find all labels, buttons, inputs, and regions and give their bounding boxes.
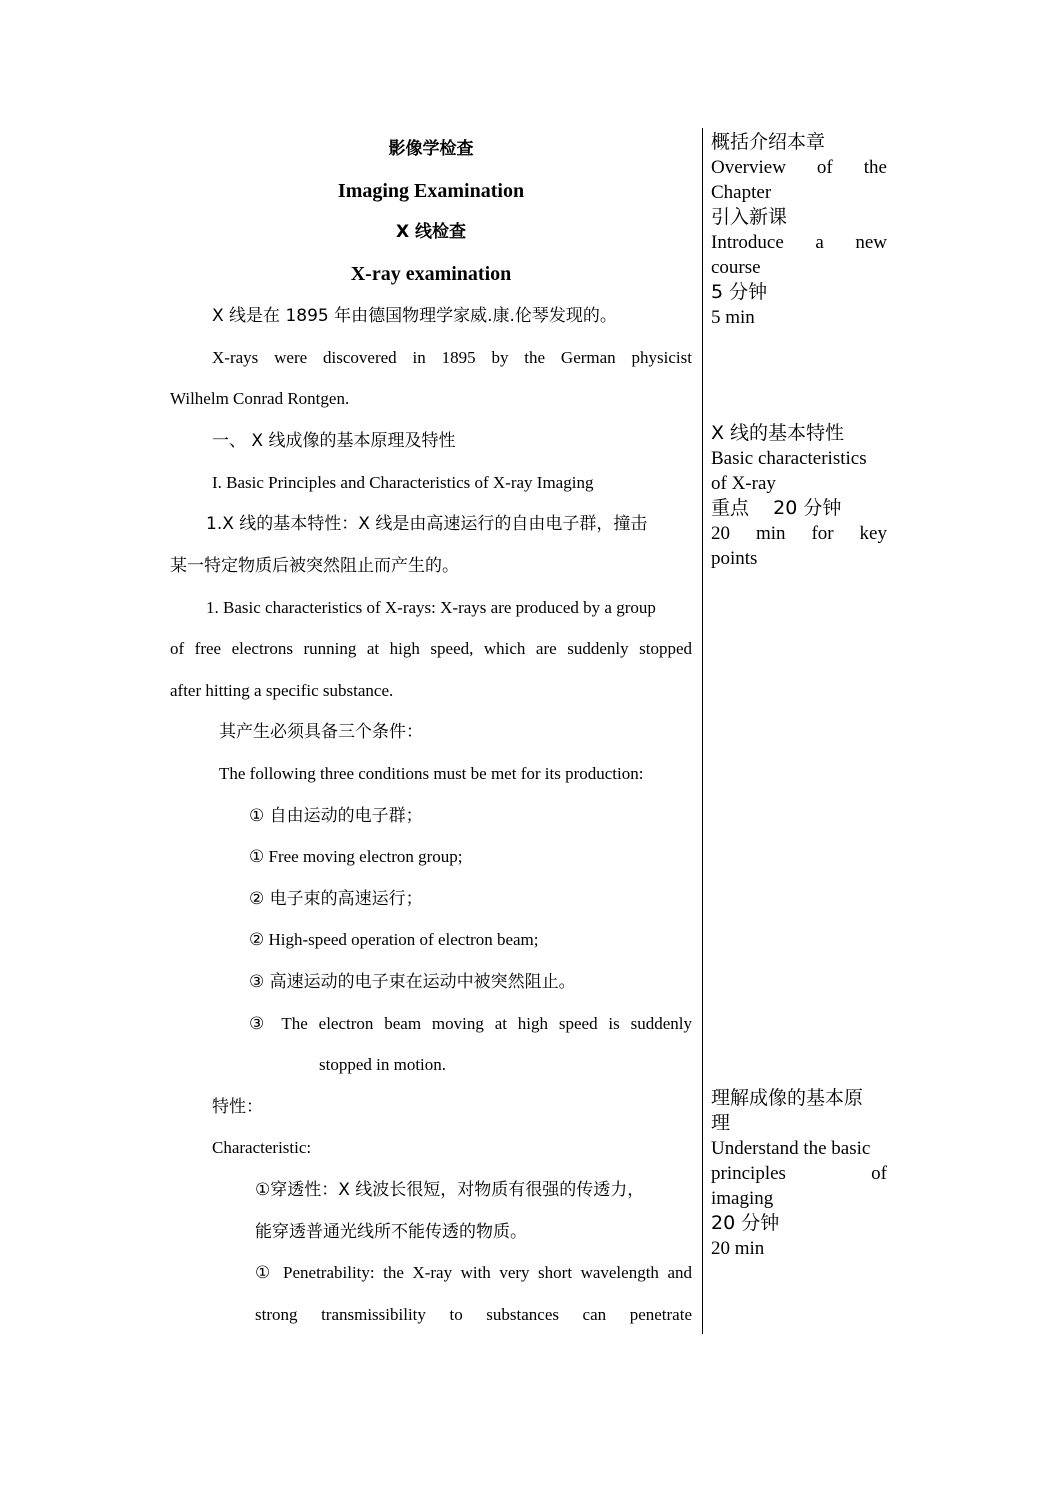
section1-heading-en: I. Basic Principles and Characteristics of X-ray Imaging [212,473,594,492]
side-note-line: 20 分钟 [711,1212,780,1234]
subtitle-zh: X 线检查 [395,222,467,242]
p1-en-line1: 1. Basic characteristics of X-rays: X-rays are produced by a group [206,598,656,617]
side-note-line: Basic characteristics [711,448,867,469]
condition1-en: ① Free moving electron group; [249,847,463,866]
side-note-line: Introduce a new [711,232,887,253]
title-en: Imaging Examination [337,180,525,202]
side-note-line: 理 [711,1112,731,1134]
side-note-line: Understand the basic [711,1138,871,1159]
side-note-line: 引入新课 [711,206,788,228]
p1-en-line2: of free electrons running at high speed, which are suddenly stopped [170,639,692,658]
penetrability-en-line1: ① Penetrability: the X-ray with very short wavelength and [255,1263,692,1282]
characteristic-en: Characteristic: [212,1138,312,1157]
p1-zh-line1: 1.X 线的基本特性：X 线是由高速运行的自由电子群，撞击 [206,514,648,534]
side-note-line: Overview of the [711,157,887,178]
characteristic-zh: 特性： [212,1097,263,1117]
condition3-zh: ③ 高速运动的电子束在运动中被突然阻止。 [249,972,576,992]
side-note-overview [711,130,887,330]
side-note-line: 5 分钟 [711,281,768,303]
column-divider [702,128,703,1334]
side-note-line: course [711,257,761,278]
title-zh: 影像学检查 [388,139,474,159]
condition2-zh: ② 电子束的高速运行； [249,889,423,909]
side-note-line: 20 min for key [711,523,887,544]
side-note-line: 20 min [711,1238,765,1259]
section1-heading-zh: 一、 X 线成像的基本原理及特性 [212,431,456,451]
condition3-en-line2: stopped in motion. [319,1055,447,1074]
penetrability-en-line2: strong transmissibility to substances can penetrate [255,1305,692,1324]
p1-en-line3: after hitting a specific substance. [170,681,394,700]
side-note-line: 概括介绍本章 [711,131,826,153]
intro-zh: X 线是在 1895 年由德国物理学家威.康.伦琴发现的。 [212,306,617,326]
condition1-zh: ① 自由运动的电子群； [249,806,423,826]
side-note-basic-characteristics [711,421,887,571]
conditions-zh: 其产生必须具备三个条件： [219,722,423,742]
condition2-en: ② High-speed operation of electron beam; [249,930,539,949]
conditions-en: The following three conditions must be met for its production: [219,764,644,783]
side-note-line: of X-ray [711,473,776,494]
penetrability-zh-line1: ①穿透性：X 线波长很短，对物质有很强的传透力， [255,1180,645,1200]
side-note-line: 5 min [711,307,755,328]
side-note-line: points [711,548,758,569]
side-note-line: 理解成像的基本原 [711,1087,864,1109]
side-note-line: 重点 20 分钟 [711,497,842,519]
subtitle-en: X-ray examination [350,263,512,285]
side-note-imaging-principles [711,1086,887,1261]
intro-en-line1: X-rays were discovered in 1895 by the German physicist [212,348,692,367]
penetrability-zh-line2: 能穿透普通光线所不能传透的物质。 [255,1222,527,1242]
side-note-line: X 线的基本特性 [711,422,845,444]
side-note-line: Chapter [711,182,772,203]
p1-zh-line2: 某一特定物质后被突然阻止而产生的。 [170,556,459,576]
intro-en-line2: Wilhelm Conrad Rontgen. [170,389,350,408]
side-note-line: principles of [711,1163,887,1184]
condition3-en-line1: ③ The electron beam moving at high speed is suddenly [249,1014,692,1033]
side-note-line: imaging [711,1188,774,1209]
